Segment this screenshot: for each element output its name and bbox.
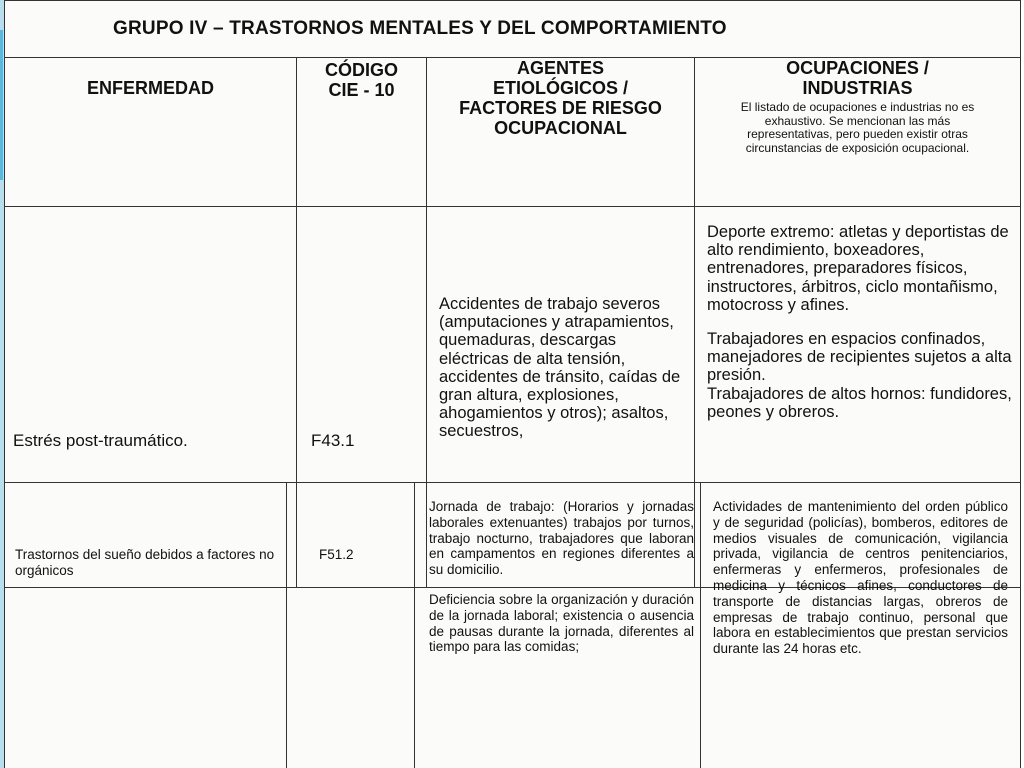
group-title: GRUPO IV – TRASTORNOS MENTALES Y DEL COMPORTAMIENTO	[5, 1, 1021, 58]
row2-agentes-body	[429, 499, 694, 768]
row1-ocupaciones-p2: Trabajadores en espacios confinados, manejadores de recipientes sujetos a alta presión.	[707, 330, 1012, 385]
header-ocupaciones	[695, 58, 1021, 207]
row1-agentes-text: Accidentes de trabajo severos (amputaciones y atrapamientos, quemaduras, descargas eléctricas de alta tensión, accidentes de tránsito, caídas de gran altura, explosiones, ahogamientos y otros); asaltos, secuestros,	[439, 295, 681, 441]
row1-ocupaciones-body	[707, 223, 1012, 493]
header-ocupaciones-text: OCUPACIONES / INDUSTRIAS	[786, 58, 929, 98]
row1-ocupaciones-p3: Trabajadores de altos hornos: fundidores, peones y obreros.	[707, 384, 1012, 421]
row2-enfermedad: Trastornos del sueño debidos a factores no orgánicos	[5, 483, 287, 768]
document-page	[4, 0, 1020, 768]
row2-agentes-p2: Deficiencia sobre la organización y duración de la jornada laboral; existencia o ausencia de pausas durante la jornada, diferentes al tiempo para las comidas;	[429, 591, 694, 655]
header-ocupaciones-note: El listado de ocupaciones e industrias no es exhaustivo. Se mencionan las más representativas, pero pueden existir otras circunstancias de exposición ocupacional.	[740, 100, 975, 155]
header-agentes-text: AGENTES ETIOLÓGICOS / FACTORES DE RIESGO OCUPACIONAL	[459, 58, 662, 138]
row2-ocupaciones	[701, 483, 1021, 768]
row2-agentes	[415, 483, 701, 768]
row2-ocupaciones-text: Actividades de mantenimiento del orden público y de seguridad (policías), bomberos, editores de medios visuales de comunicación, vigilancia privada, vigilancia de centros penitenciarios, enfermeras y enfermeros, profesionales de medicina y técnicos afines, conductores de transporte de distancias largas, obreros de empresas de trabajo continuo, personal que labora en establecimientos que prestan servicios durante las 24 horas etc.	[713, 499, 1008, 657]
row1-ocupaciones-p1: Deporte extremo: atletas y deportistas de alto rendimiento, boxeadores, entrenadores, preparadores físicos, instructores, árbitros, ciclo montañismo, motocross y afines.	[707, 223, 1009, 314]
row1-codigo: F43.1	[297, 207, 427, 588]
header-codigo	[297, 58, 427, 207]
table-row	[5, 483, 1021, 768]
slide-background-accent	[0, 30, 3, 180]
row2-codigo: F51.2	[287, 483, 415, 768]
row2-agentes-p1: Jornada de trabajo: (Horarios y jornadas laborales extenuantes) trabajos por turnos, trabajo nocturno, trabajadores que laboran en campamentos en regiones diferentes a su domicilio.	[429, 499, 694, 578]
header-codigo-line1: CÓDIGO	[324, 60, 398, 80]
header-enfermedad: ENFERMEDAD	[5, 58, 297, 207]
row1-enfermedad: Estrés post-traumático.	[5, 207, 297, 588]
header-agentes	[427, 58, 695, 207]
header-codigo-line2: CIE - 10	[328, 80, 395, 100]
disease-table-bottom	[4, 482, 1021, 768]
